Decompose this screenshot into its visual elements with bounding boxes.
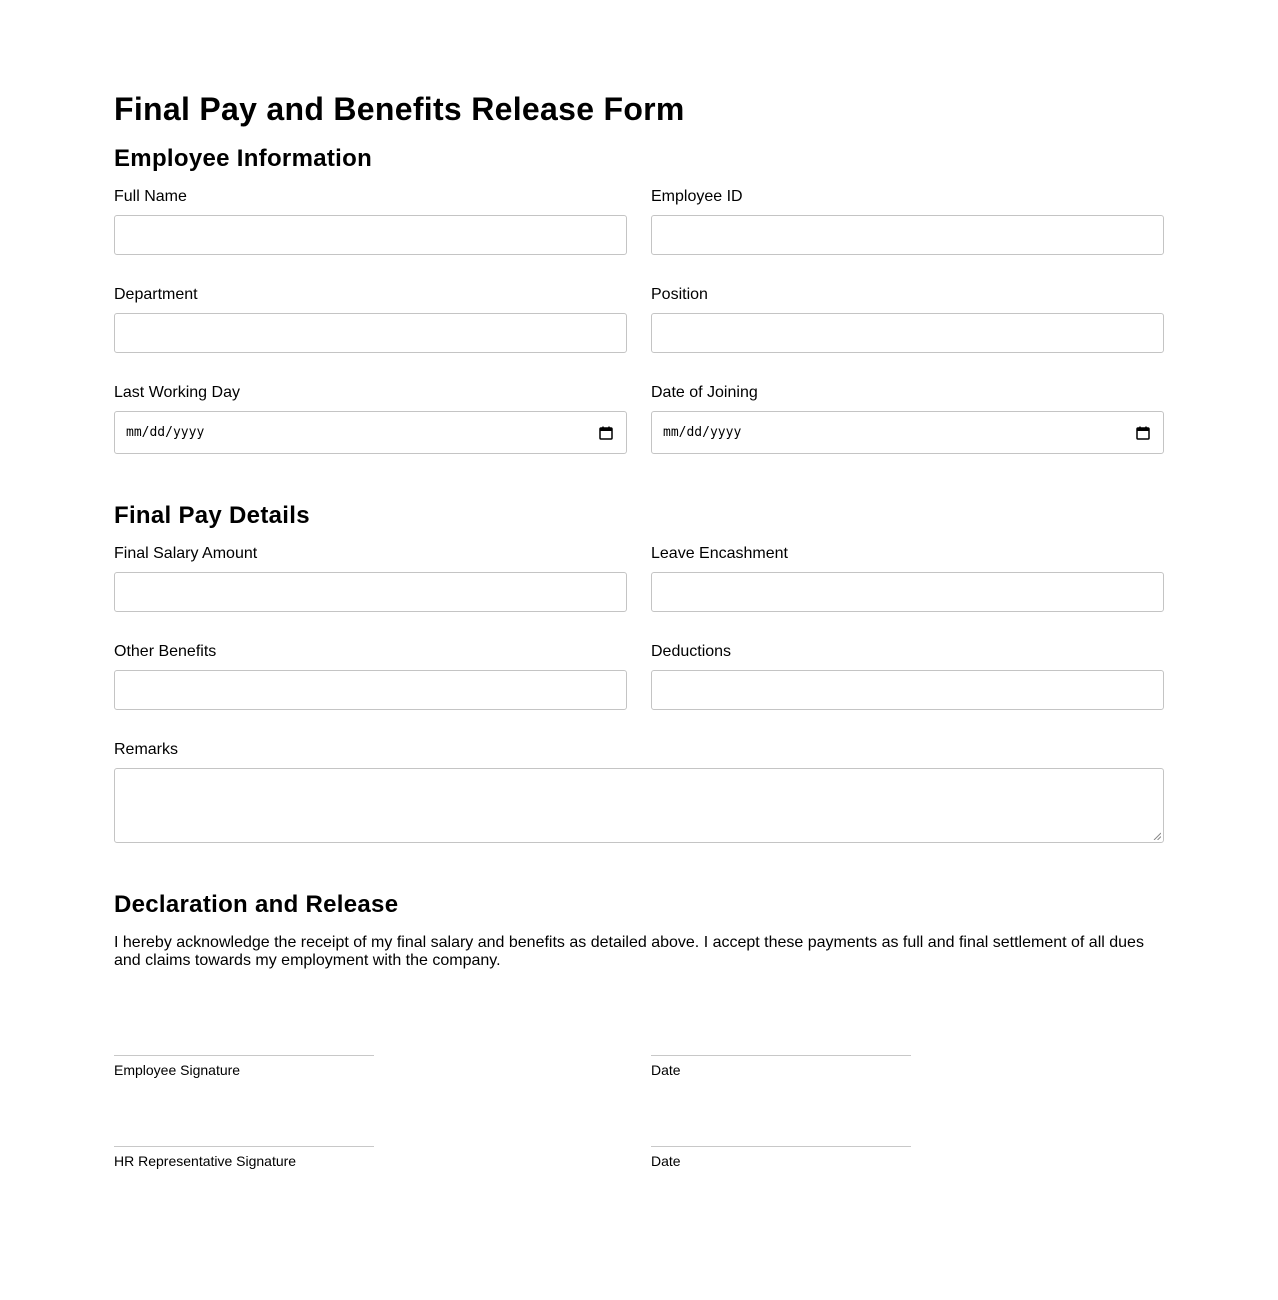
calendar-icon[interactable] xyxy=(1136,426,1150,440)
employee-signature-line[interactable] xyxy=(114,1055,374,1056)
employee-signature-label: Employee Signature xyxy=(114,1062,241,1078)
date-of-joining-label: Date of Joining xyxy=(651,384,758,401)
hr-signature-label: HR Representative Signature xyxy=(114,1153,297,1169)
final-pay-details-heading: Final Pay Details xyxy=(114,502,310,529)
position-label: Position xyxy=(651,286,708,303)
date-of-joining-placeholder: mm/dd/yyyy xyxy=(663,425,742,440)
calendar-icon[interactable] xyxy=(599,426,613,440)
department-input[interactable] xyxy=(114,313,627,353)
position-input[interactable] xyxy=(651,313,1164,353)
full-name-input[interactable] xyxy=(114,215,627,255)
final-salary-label: Final Salary Amount xyxy=(114,545,258,562)
other-benefits-input[interactable] xyxy=(114,670,627,710)
declaration-heading: Declaration and Release xyxy=(114,891,399,918)
declaration-text: I hereby acknowledge the receipt of my final salary and benefits as detailed above. I accept these payments as full and final settlement of all dues and claims towards my employment with the company. xyxy=(114,934,1144,969)
deductions-input[interactable] xyxy=(651,670,1164,710)
final-salary-input[interactable] xyxy=(114,572,627,612)
hr-signature-line[interactable] xyxy=(114,1146,374,1147)
employee-date-label: Date xyxy=(651,1062,681,1078)
employee-information-heading: Employee Information xyxy=(114,145,373,172)
hr-date-label: Date xyxy=(651,1153,681,1169)
remarks-textarea[interactable] xyxy=(114,768,1164,843)
full-name-label: Full Name xyxy=(114,188,187,205)
last-working-day-input[interactable] xyxy=(114,411,627,454)
form-title: Final Pay and Benefits Release Form xyxy=(114,91,685,127)
remarks-label: Remarks xyxy=(114,741,179,758)
leave-encashment-input[interactable] xyxy=(651,572,1164,612)
last-working-day-label: Last Working Day xyxy=(114,384,240,401)
leave-encashment-label: Leave Encashment xyxy=(651,545,788,562)
deductions-label: Deductions xyxy=(651,643,732,660)
employee-id-label: Employee ID xyxy=(651,188,743,205)
other-benefits-label: Other Benefits xyxy=(114,643,217,660)
resize-grip-icon[interactable] xyxy=(1153,832,1161,840)
employee-date-line[interactable] xyxy=(651,1055,911,1056)
hr-date-line[interactable] xyxy=(651,1146,911,1147)
department-label: Department xyxy=(114,286,198,303)
date-of-joining-input[interactable] xyxy=(651,411,1164,454)
employee-id-input[interactable] xyxy=(651,215,1164,255)
last-working-day-placeholder: mm/dd/yyyy xyxy=(126,425,205,440)
